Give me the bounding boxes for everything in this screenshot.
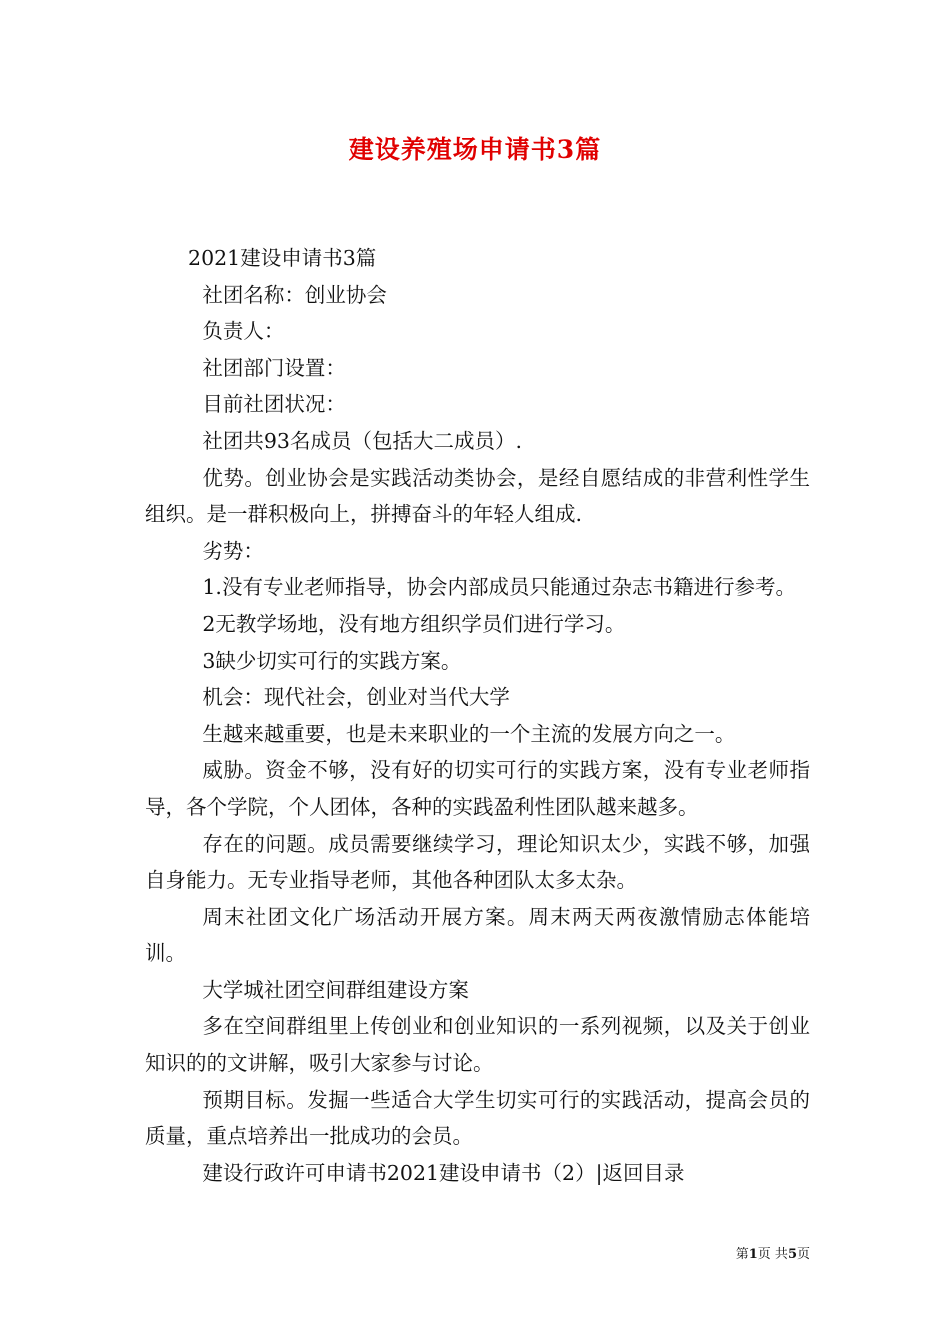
paragraph-threats: 威胁。资金不够，没有好的切实可行的实践方案，没有专业老师指导，各个学院，个人团体，各种的实践盈利性团队越来越多。 — [145, 758, 810, 819]
paragraph-person-in-charge: 负责人： — [202, 319, 285, 344]
footer-total-pages: 5 — [787, 1247, 797, 1262]
paragraph-current-status: 目前社团状况： — [202, 392, 346, 417]
footer-suffix: 页 — [796, 1247, 810, 1262]
paragraph-weakness-3: 3缺少切实可行的实践方案。 — [202, 648, 462, 673]
document-title: 建设养殖场申请书3篇 — [348, 135, 602, 164]
paragraph-departments: 社团部门设置： — [202, 355, 346, 380]
paragraph-opportunities: 机会：现代社会，创业对当代大学 — [202, 685, 510, 710]
paragraph-subtitle: 2021建设申请书3篇 — [188, 246, 377, 270]
paragraph-weaknesses-heading: 劣势： — [202, 538, 264, 563]
paragraph-weakness-2: 2无教学场地，没有地方组织学员们进行学习。 — [202, 611, 626, 636]
paragraph-opportunities-cont: 生越来越重要，也是未来职业的一个主流的发展方向之一。 — [202, 721, 736, 746]
paragraph-expected-goals: 预期目标。发掘一些适合大学生切实可行的实践活动，提高会员的质量，重点培养出一批成功的会员。 — [145, 1087, 810, 1149]
footer-prefix: 第 — [735, 1247, 749, 1262]
footer-current-page: 1 — [748, 1247, 758, 1262]
paragraph-related-links: 建设行政许可申请书2021建设申请书（2）|返回目录 — [202, 1160, 685, 1185]
paragraph-club-name: 社团名称：创业协会 — [202, 282, 387, 307]
paragraph-strengths: 优势。创业协会是实践活动类协会，是经自愿结成的非营利性学生组织。是一群积极向上，拼搏奋斗的年轻人组成. — [145, 465, 810, 527]
document-body — [145, 240, 810, 1191]
page-number-footer — [680, 1247, 810, 1263]
paragraph-group-plan-heading: 大学城社团空间群组建设方案 — [202, 977, 469, 1002]
paragraph-members: 社团共93名成员（包括大二成员）. — [202, 428, 522, 453]
footer-middle: 页 共 — [757, 1247, 788, 1262]
paragraph-problems: 存在的问题。成员需要继续学习，理论知识太少，实践不够，加强自身能力。无专业指导老师，其他各种团队太多太杂。 — [145, 831, 810, 893]
paragraph-weekend-plan: 周末社团文化广场活动开展方案。周末两天两夜激情励志体能培训。 — [145, 904, 810, 966]
paragraph-weakness-1: 1.没有专业老师指导，协会内部成员只能通过杂志书籍进行参考。 — [202, 575, 796, 600]
paragraph-group-plan: 多在空间群组里上传创业和创业知识的一系列视频，以及关于创业知识的的文讲解，吸引大家参与讨论。 — [145, 1014, 810, 1076]
